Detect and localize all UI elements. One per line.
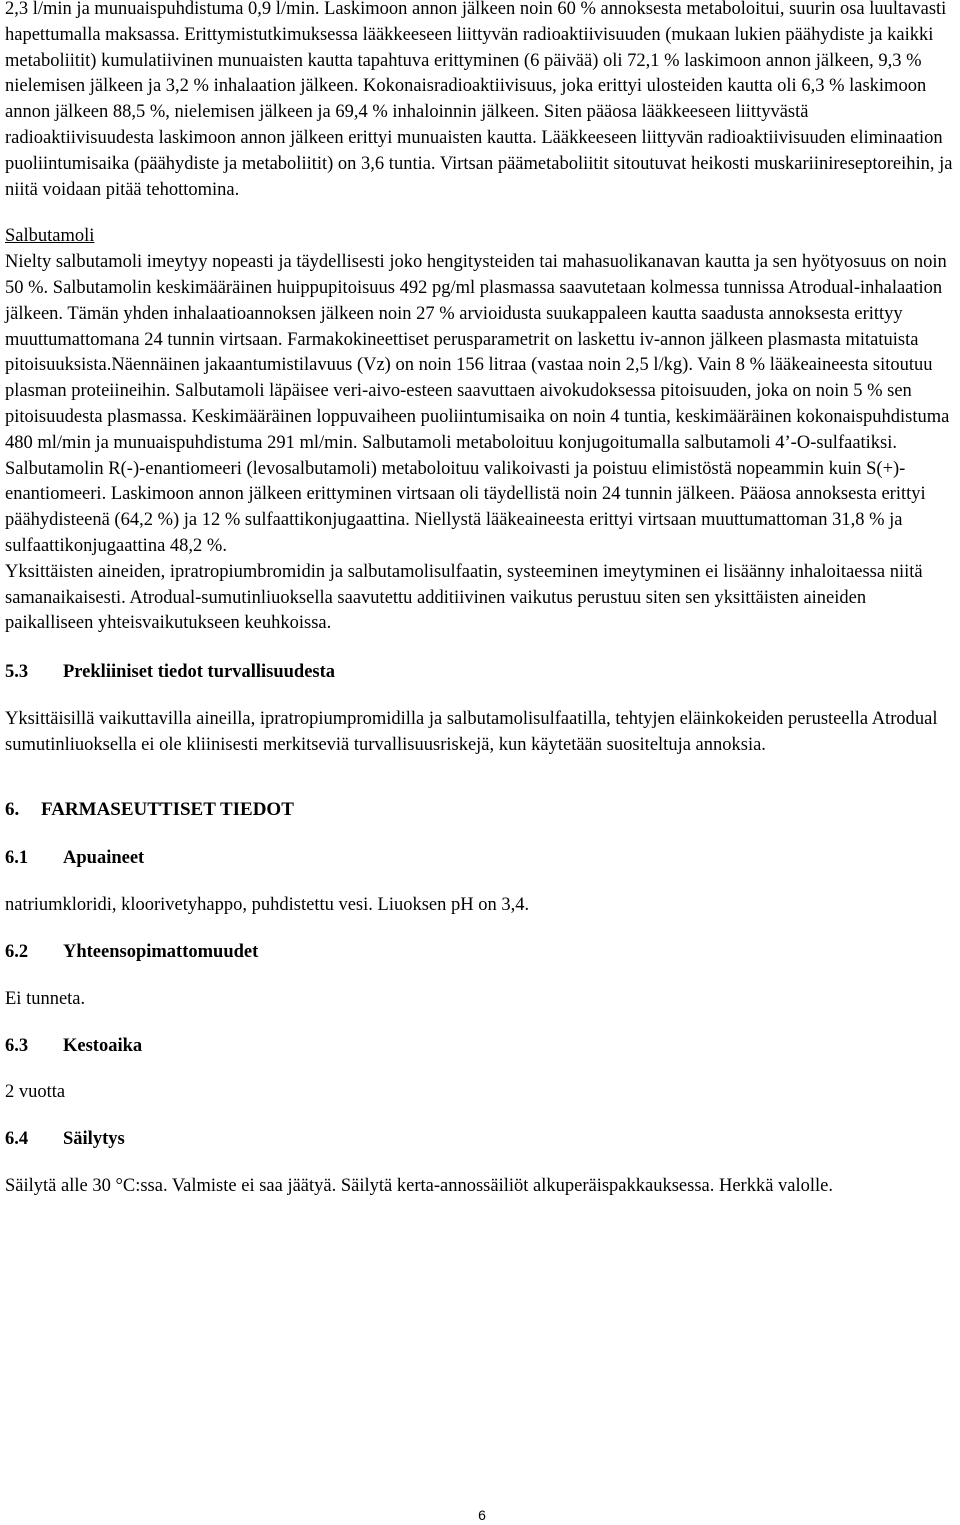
section-body-6-4: Säilytä alle 30 °C:ssa. Valmiste ei saa jäätyä. Säilytä kerta-annossäiliöt alkuperäispakkauksessa. Herkkä valolle. — [5, 1175, 834, 1196]
section-body-6-2: Ei tunneta. — [5, 988, 86, 1009]
document-body — [5, 0, 955, 1200]
section-heading-6-1: 6.1 Apuaineet — [5, 848, 145, 869]
section-heading-6-3: 6.3 Kestoaika — [5, 1035, 143, 1056]
paragraph-salbutamoli: Nielty salbutamoli imeytyy nopeasti ja täydellisesti joko hengitysteiden tai mahasuolikanavan kautta ja sen hyötyosuus on noin 50 %. Salbutamolin keskimääräinen huippupitoisuus 492 pg/ml plasmassa saavutetaan kolmessa tunnissa Atrodual-inhalaation jälkeen. Tämän yhden inhalaatioannoksen jälkeen noin 27 % arvioidusta suukappaleen kautta saadusta annoksesta erittyy muuttumattomana 24 tunnin virtsaan. Farmakokineettiset perusparametrit on laskettu iv-annon jälkeen plasmasta mitatuista pitoisuuksista.Näennäinen jakaantumistilavuus (Vz) on noin 156 litraa (vastaa noin 2,5 l/kg). Vain 8 % lääkeaineesta sitoutuu plasman proteiineihin. Salbutamoli läpäisee veri-aivo-esteen saavuttaen aivokudoksessa pitoisuuden, joka on noin 5 % sen pitoisuudesta plasmassa. Keskimääräinen loppuvaiheen puoliintumisaika on noin 4 tuntia, keskimääräinen kokonaispuhdistuma 480 ml/min ja munuaispuhdistuma 291 ml/min. Salbutamoli metaboloituu konjugoitumalla salbutamoli 4’-O-sulfaatiksi. Salbutamolin R(-)-enantiomeeri (levosalbutamoli) metaboloituu valikoivasti ja poistuu elimistöstä nopeammin kuin S(+)-enantiomeeri. Laskimoon annon jälkeen erittyminen virtsaan oli täydellistä noin 24 tunnin jälkeen. Pääosa annoksesta erittyi päähydisteenä (64,2 %) ja 12 % sulfaattikonjugaattina. Niellystä lääkeaineesta erittyi virtsaan muuttumattoman 31,8 % ja sulfaattikonjugaattina 48,2 %. — [5, 252, 950, 556]
page-number: 6 — [478, 1507, 486, 1523]
subheading-salbutamoli: Salbutamoli — [5, 226, 95, 247]
section-heading-6-2: 6.2 Yhteensopimattomuudet — [5, 941, 259, 962]
section-body-6-3: 2 vuotta — [5, 1082, 66, 1103]
section-body-5-3: Yksittäisillä vaikuttavilla aineilla, ipratropiumpromidilla ja salbutamolisulfaatilla, tehtyjen eläinkokeiden perusteella Atrodual sumutinliuoksella ei ole kliinisesti merkitseviä turvallisuusriskejä, kun käytetään suositeltuja annoksia. — [5, 708, 938, 755]
paragraph-elimination: 2,3 l/min ja munuaispuhdistuma 0,9 l/min. Laskimoon annon jälkeen noin 60 % annoksesta metaboloitui, suurin osa luultavasti hapettumalla maksassa. Erittymistutkimuksessa lääkkeeseen liittyvän radioaktiivisuuden (mukaan lukien päähydiste ja kaikki metaboliitit) kumulatiivinen munuaisten kautta tapahtuva erittyminen (6 päivää) oli 72,1 % laskimoon annon jälkeen, 9,3 % nielemisen jälkeen ja 3,2 % inhalaation jälkeen. Kokonaisradioaktiivisuus, joka erittyi ulosteiden kautta oli 6,3 % laskimoon annon jälkeen 88,5 %, nielemisen jälkeen ja 69,4 % inhaloinnin jälkeen. Siten pääosa lääkkeeseen liittyvästä radioaktiivisuudesta laskimoon annon jälkeen erittyi munuaisten kautta. Lääkkeeseen liittyvän radioaktiivisuuden eliminaation puoliintumisaika (päähydiste ja metaboliitit) on 3,6 tuntia. Virtsan päämetaboliitit sitoutuvat heikosti muskariinireseptoreihin, ja niitä voidaan pitää tehottomina. — [5, 0, 953, 200]
section-body-6-1: natriumkloridi, kloorivetyhappo, puhdistettu vesi. Liuoksen pH on 3,4. — [5, 895, 530, 916]
section-heading-5-3: 5.3 Prekliiniset tiedot turvallisuudesta — [5, 662, 336, 683]
section-heading-6-4: 6.4 Säilytys — [5, 1129, 125, 1150]
section-heading-6: 6. FARMASEUTTISET TIEDOT — [5, 798, 294, 820]
paragraph-combination: Yksittäisten aineiden, ipratropiumbromidin ja salbutamolisulfaatin, systeeminen imeytyminen ei lisäänny inhaloitaessa niitä samanaikaisesti. Atrodual-sumutinliuoksella saavutettu additiivinen vaikutus perustuu siten sen yksittäisten aineiden paikalliseen yhteisvaikutukseen keuhkoissa. — [5, 561, 923, 634]
